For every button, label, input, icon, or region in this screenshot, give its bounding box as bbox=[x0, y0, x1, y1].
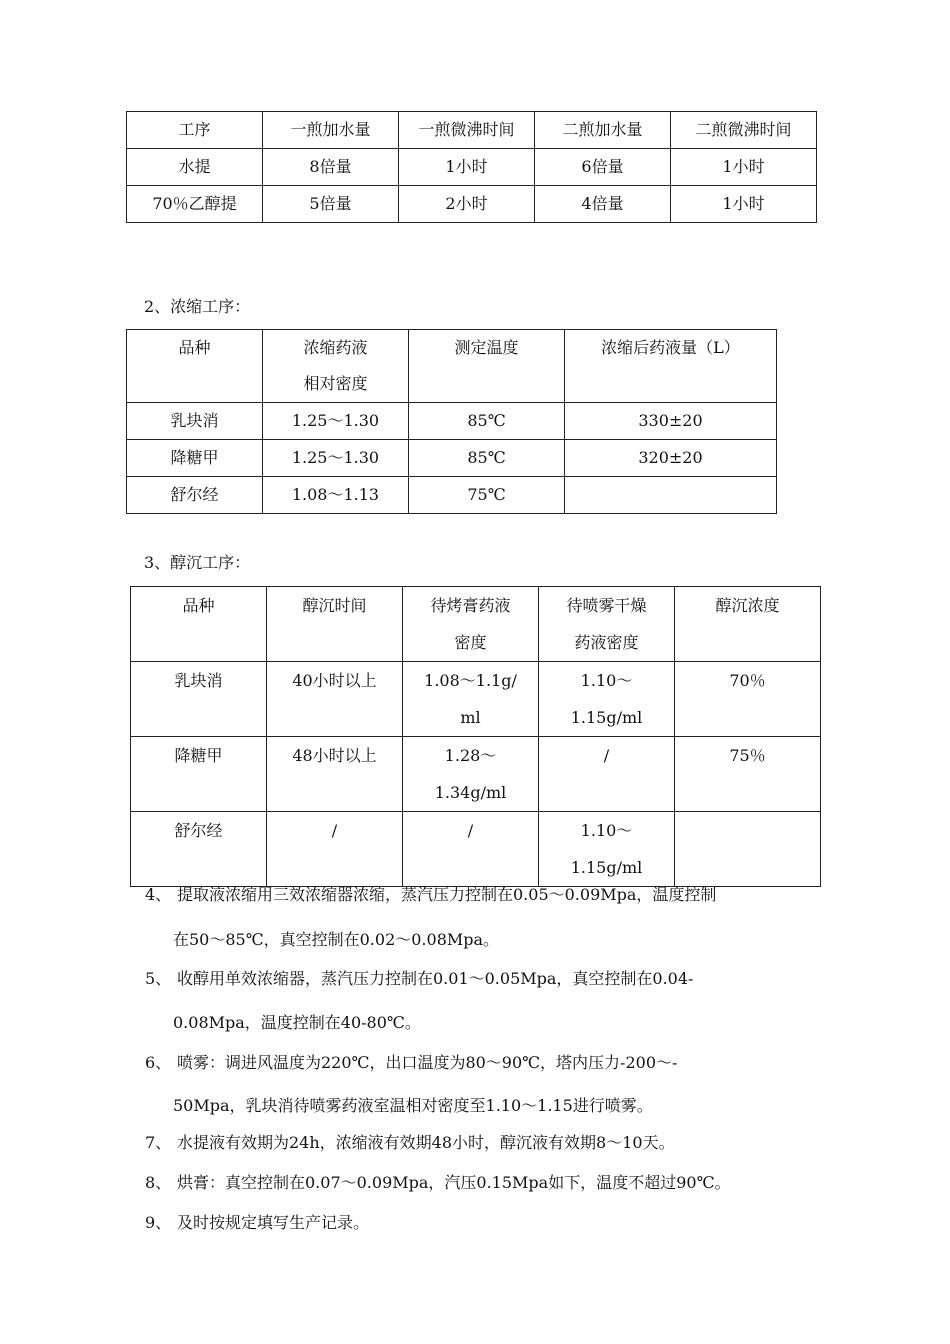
cell-line: 1.34g/ml bbox=[434, 783, 507, 802]
cell-line: 1.15g/ml bbox=[570, 708, 643, 727]
header-line: 药液密度 bbox=[574, 633, 639, 652]
header-line: 品种 bbox=[178, 338, 211, 357]
table-cell bbox=[539, 737, 675, 812]
table-cell: 1.25～1.30 bbox=[263, 440, 409, 477]
table-row bbox=[131, 662, 821, 737]
table-cell bbox=[675, 662, 821, 737]
table-cell bbox=[403, 737, 539, 812]
cell-line: 1.28～ bbox=[444, 746, 497, 765]
item-text-continued: 50Mpa，乳块消待喷雾药液室温相对密度至1.10～1.15进行喷雾。 bbox=[173, 1096, 653, 1115]
cell-line: / bbox=[331, 821, 338, 840]
table-row bbox=[131, 812, 821, 887]
table-cell: 6倍量 bbox=[535, 149, 671, 186]
table-cell: 1.08～1.13 bbox=[263, 477, 409, 514]
table-header-cell bbox=[267, 587, 403, 662]
table-cell: 1小时 bbox=[399, 149, 535, 186]
item-number: 5、 bbox=[145, 969, 172, 988]
table-header-row bbox=[127, 330, 777, 403]
table-cell: 85℃ bbox=[409, 440, 565, 477]
table-row bbox=[127, 477, 777, 514]
table-cell bbox=[267, 662, 403, 737]
header-line: 密度 bbox=[454, 633, 487, 652]
table-header-cell: 一煎微沸时间 bbox=[399, 112, 535, 149]
table-header-cell bbox=[565, 330, 777, 403]
table-cell: 8倍量 bbox=[263, 149, 399, 186]
table-cell: 4倍量 bbox=[535, 186, 671, 223]
table-header-cell bbox=[403, 587, 539, 662]
header-line: 醇沉时间 bbox=[302, 596, 367, 615]
cell-line: 降糖甲 bbox=[174, 746, 223, 765]
table-cell bbox=[267, 737, 403, 812]
table-header-cell bbox=[539, 587, 675, 662]
table-header-cell: 工序 bbox=[127, 112, 263, 149]
header-line: 待烤膏药液 bbox=[430, 596, 511, 615]
table-cell: 水提 bbox=[127, 149, 263, 186]
cell-line: ml bbox=[460, 708, 481, 727]
cell-line: 40小时以上 bbox=[292, 671, 377, 690]
table-cell bbox=[539, 812, 675, 887]
table-cell bbox=[403, 812, 539, 887]
cell-line: 48小时以上 bbox=[292, 746, 377, 765]
cell-line: 1.08～1.1g/ bbox=[424, 671, 517, 690]
cell-line: 75％ bbox=[729, 746, 766, 765]
header-line: 浓缩药液 bbox=[303, 338, 368, 357]
table-cell: 2小时 bbox=[399, 186, 535, 223]
table-row bbox=[127, 186, 817, 223]
cell-line: 1.15g/ml bbox=[570, 858, 643, 877]
item-text: 提取液浓缩用三效浓缩器浓缩，蒸汽压力控制在0.05～0.09Mpa，温度控制 bbox=[177, 885, 717, 904]
cell-line: 1.10～ bbox=[580, 821, 633, 840]
item-text: 烘膏：真空控制在0.07～0.09Mpa，汽压0.15Mpa如下，温度不超过90℃。 bbox=[177, 1173, 731, 1192]
item-text-continued: 0.08Mpa，温度控制在40-80℃。 bbox=[173, 1013, 421, 1032]
table-header-cell bbox=[131, 587, 267, 662]
table-row bbox=[127, 149, 817, 186]
table-header-cell bbox=[263, 330, 409, 403]
table-cell bbox=[403, 662, 539, 737]
item-number: 6、 bbox=[145, 1053, 172, 1072]
table-cell bbox=[675, 812, 821, 887]
table-cell: 320±20 bbox=[565, 440, 777, 477]
table-cell: 1小时 bbox=[671, 186, 817, 223]
table-row bbox=[127, 403, 777, 440]
section-heading-alcohol-precipitation: 3、醇沉工序： bbox=[144, 553, 251, 572]
table-cell: 5倍量 bbox=[263, 186, 399, 223]
cell-line: 70％ bbox=[729, 671, 766, 690]
cell-line: 1.10～ bbox=[580, 671, 633, 690]
header-line: 浓缩后药液量（L） bbox=[601, 338, 740, 357]
table-header-cell: 一煎加水量 bbox=[263, 112, 399, 149]
table-cell: 330±20 bbox=[565, 403, 777, 440]
table-header-cell bbox=[409, 330, 565, 403]
table-cell: 75℃ bbox=[409, 477, 565, 514]
item-text: 及时按规定填写生产记录。 bbox=[177, 1213, 370, 1232]
header-line: 相对密度 bbox=[303, 374, 368, 393]
table-cell bbox=[539, 662, 675, 737]
table-row bbox=[127, 440, 777, 477]
header-line: 品种 bbox=[182, 596, 215, 615]
table-header-cell: 二煎微沸时间 bbox=[671, 112, 817, 149]
concentration-table bbox=[126, 329, 777, 514]
table-header-cell bbox=[675, 587, 821, 662]
table-cell bbox=[131, 737, 267, 812]
table-cell bbox=[131, 662, 267, 737]
table-header-row bbox=[127, 112, 817, 149]
cell-line: / bbox=[467, 821, 474, 840]
table-cell bbox=[131, 812, 267, 887]
item-text: 喷雾：调进风温度为220℃，出口温度为80～90℃，塔内压力-200～- bbox=[177, 1053, 678, 1072]
item-number: 7、 bbox=[145, 1133, 172, 1152]
item-number: 9、 bbox=[145, 1213, 172, 1232]
item-text: 水提液有效期为24h，浓缩液有效期48小时，醇沉液有效期8～10天。 bbox=[177, 1133, 675, 1152]
table-cell: 70％乙醇提 bbox=[127, 186, 263, 223]
item-text: 收醇用单效浓缩器，蒸汽压力控制在0.01～0.05Mpa，真空控制在0.04- bbox=[177, 969, 694, 988]
table-cell: 乳块消 bbox=[127, 403, 263, 440]
section-heading-concentration: 2、浓缩工序： bbox=[144, 297, 251, 316]
table-cell bbox=[675, 737, 821, 812]
table-cell: 降糖甲 bbox=[127, 440, 263, 477]
cell-line: 乳块消 bbox=[174, 671, 223, 690]
table-header-cell bbox=[127, 330, 263, 403]
alcohol-precipitation-table bbox=[130, 586, 821, 887]
table-row bbox=[131, 737, 821, 812]
table-cell: 1.25～1.30 bbox=[263, 403, 409, 440]
header-line: 醇沉浓度 bbox=[715, 596, 780, 615]
table-cell: 85℃ bbox=[409, 403, 565, 440]
table-cell: 舒尔经 bbox=[127, 477, 263, 514]
header-line: 测定温度 bbox=[454, 338, 519, 357]
item-number: 8、 bbox=[145, 1173, 172, 1192]
table-header-row bbox=[131, 587, 821, 662]
item-number: 4、 bbox=[145, 885, 172, 904]
table-cell bbox=[267, 812, 403, 887]
extraction-table bbox=[126, 111, 817, 223]
header-line: 待喷雾干燥 bbox=[566, 596, 647, 615]
item-text-continued: 在50～85℃，真空控制在0.02～0.08Mpa。 bbox=[173, 930, 500, 949]
table-cell: 1小时 bbox=[671, 149, 817, 186]
cell-line: 舒尔经 bbox=[174, 821, 223, 840]
cell-line: / bbox=[603, 746, 610, 765]
table-cell bbox=[565, 477, 777, 514]
table-header-cell: 二煎加水量 bbox=[535, 112, 671, 149]
